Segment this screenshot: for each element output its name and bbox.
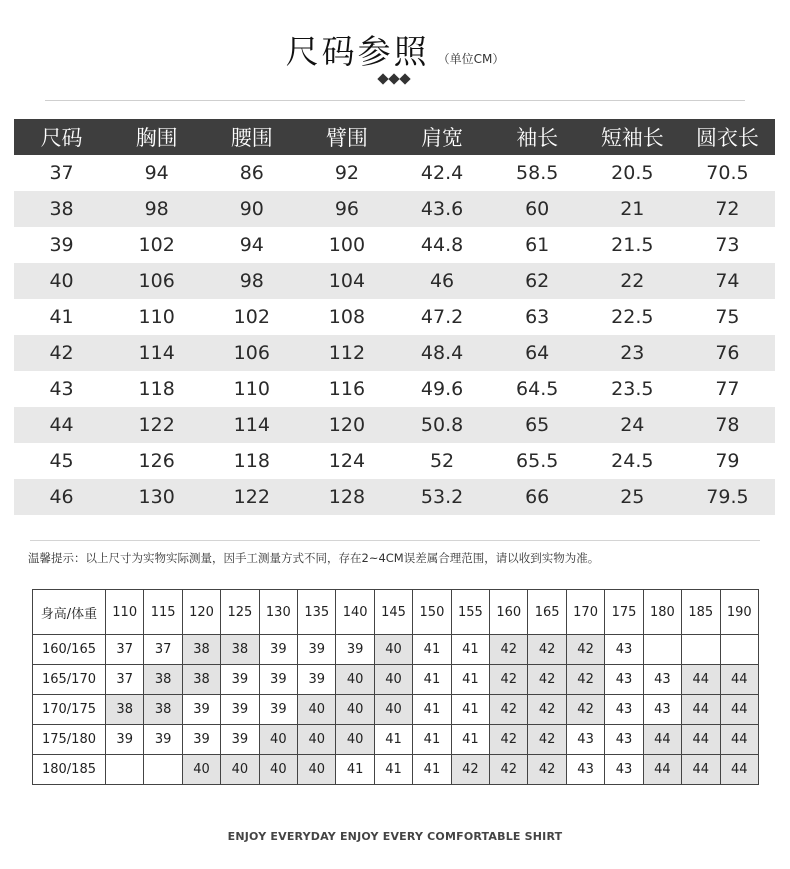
fit-size-cell: 44 [643, 725, 681, 755]
unit-note: （单位CM） [437, 52, 505, 66]
weight-header: 135 [298, 590, 336, 635]
divider [30, 540, 760, 541]
size-cell: 78 [680, 407, 775, 443]
fit-size-cell: 41 [451, 725, 489, 755]
fit-size-cell: 38 [144, 665, 182, 695]
fit-size-cell: 42 [451, 755, 489, 785]
size-row [14, 227, 775, 263]
fit-size-cell: 42 [566, 635, 604, 665]
fit-size-cell: 40 [336, 725, 374, 755]
fit-size-cell: 37 [144, 635, 182, 665]
size-cell: 74 [680, 263, 775, 299]
fit-size-cell: 42 [490, 635, 528, 665]
fit-row [33, 725, 759, 755]
size-cell: 45 [49, 450, 74, 472]
fit-size-cell: 39 [221, 665, 259, 695]
fit-size-cell: 38 [182, 665, 220, 695]
size-cell: 21.5 [611, 234, 654, 256]
fit-size-cell: 42 [490, 755, 528, 785]
size-chart-table [14, 119, 775, 515]
weight-header: 165 [528, 590, 566, 635]
fit-size-cell: 44 [682, 695, 720, 725]
fit-size-cell: 42 [490, 665, 528, 695]
size-cell: 66 [490, 479, 585, 515]
weight-header: 110 [106, 590, 144, 635]
weight-header: 120 [182, 590, 220, 635]
size-cell: 100 [328, 234, 366, 256]
size-row [14, 443, 775, 479]
size-cell: 102 [138, 234, 175, 256]
size-cell: 60 [490, 191, 585, 227]
size-cell: 106 [109, 263, 204, 299]
fit-size-cell: 39 [221, 695, 259, 725]
size-cell: 96 [299, 191, 394, 227]
size-cell: 65.5 [516, 450, 559, 472]
fit-size-cell: 39 [259, 695, 297, 725]
size-cell: 39 [49, 234, 74, 256]
fit-size-cell: 39 [336, 635, 374, 665]
size-cell: 114 [109, 335, 204, 371]
size-cell: 106 [204, 335, 299, 371]
size-cell: 102 [233, 306, 270, 328]
fit-size-cell: 40 [298, 695, 336, 725]
fit-size-cell: 40 [259, 755, 297, 785]
fit-size-cell: 38 [144, 695, 182, 725]
size-cell: 72 [680, 191, 775, 227]
measurement-tip: 温馨提示：以上尺寸为实物实际测量，因手工测量方式不同，存在2~4CM误差属合理范围，请以收到实物为准。 [28, 551, 600, 565]
size-row [14, 263, 775, 299]
size-column-header: 短袖长 [585, 119, 680, 155]
page-title: 尺码参照 [285, 32, 430, 71]
diamond-ornament-icon [377, 72, 413, 86]
weight-header: 130 [259, 590, 297, 635]
divider [45, 100, 745, 101]
fit-size-cell: 41 [413, 695, 451, 725]
fit-size-cell: 44 [682, 725, 720, 755]
size-cell: 126 [138, 450, 175, 472]
fit-size-cell [682, 635, 720, 665]
fit-size-cell: 43 [605, 695, 643, 725]
size-cell: 43.6 [395, 191, 490, 227]
size-column-header: 臂围 [299, 119, 394, 155]
fit-size-cell [106, 755, 144, 785]
fit-row [33, 755, 759, 785]
fit-size-cell: 39 [298, 635, 336, 665]
weight-header: 125 [221, 590, 259, 635]
size-cell: 98 [204, 263, 299, 299]
fit-size-cell: 41 [374, 755, 412, 785]
page-header [0, 26, 790, 73]
fit-size-cell: 39 [182, 695, 220, 725]
fit-size-cell: 43 [605, 755, 643, 785]
fit-size-cell: 42 [528, 725, 566, 755]
size-cell: 128 [299, 479, 394, 515]
fit-size-cell [720, 635, 759, 665]
fit-size-cell: 41 [336, 755, 374, 785]
fit-size-cell: 43 [605, 725, 643, 755]
fit-size-cell: 39 [144, 725, 182, 755]
size-cell: 114 [204, 407, 299, 443]
fit-size-cell: 41 [451, 635, 489, 665]
size-cell: 63 [525, 306, 550, 328]
size-chart-header-row [14, 119, 775, 155]
size-cell: 42.4 [420, 162, 464, 184]
fit-size-cell: 38 [106, 695, 144, 725]
height-label: 175/180 [33, 725, 106, 755]
size-cell: 53.2 [395, 479, 490, 515]
size-cell: 52 [429, 450, 455, 472]
size-cell: 24.5 [611, 450, 654, 472]
size-cell: 46 [395, 263, 490, 299]
fit-size-cell: 44 [720, 755, 759, 785]
size-cell: 65 [490, 407, 585, 443]
fit-guide-header-row [33, 590, 759, 635]
fit-size-cell: 40 [221, 755, 259, 785]
fit-size-cell: 40 [374, 635, 412, 665]
fit-size-cell: 39 [259, 635, 297, 665]
fit-size-cell: 44 [682, 665, 720, 695]
fit-row [33, 695, 759, 725]
size-row [14, 479, 775, 515]
fit-size-cell: 40 [298, 755, 336, 785]
fit-size-cell: 42 [528, 695, 566, 725]
fit-size-cell: 42 [528, 635, 566, 665]
weight-header: 170 [566, 590, 604, 635]
size-cell: 79 [715, 450, 740, 472]
weight-header: 185 [682, 590, 720, 635]
size-cell: 58.5 [516, 162, 559, 184]
fit-size-cell: 43 [566, 725, 604, 755]
size-cell: 90 [204, 191, 299, 227]
size-cell: 22.5 [611, 306, 654, 328]
fit-size-cell: 44 [720, 725, 759, 755]
fit-row [33, 665, 759, 695]
size-cell: 77 [715, 378, 740, 400]
size-cell: 75 [715, 306, 740, 328]
fit-size-cell: 37 [106, 635, 144, 665]
weight-header: 140 [336, 590, 374, 635]
size-row [14, 191, 775, 227]
size-cell: 46 [14, 479, 109, 515]
size-cell: 116 [328, 378, 366, 400]
size-cell: 22 [585, 263, 680, 299]
fit-size-cell: 41 [413, 725, 451, 755]
size-row [14, 335, 775, 371]
height-label: 160/165 [33, 635, 106, 665]
size-cell: 118 [138, 378, 175, 400]
fit-size-cell: 42 [566, 665, 604, 695]
size-column-header: 圆衣长 [680, 119, 775, 155]
fit-size-cell: 43 [643, 695, 681, 725]
size-cell: 110 [138, 306, 175, 328]
size-cell: 79.5 [680, 479, 775, 515]
size-cell: 98 [109, 191, 204, 227]
fit-size-cell: 39 [106, 725, 144, 755]
weight-header: 155 [451, 590, 489, 635]
size-cell: 44.8 [420, 234, 464, 256]
size-row [14, 407, 775, 443]
fit-size-cell: 41 [413, 755, 451, 785]
fit-row [33, 635, 759, 665]
fit-size-cell: 42 [490, 725, 528, 755]
fit-size-cell: 39 [221, 725, 259, 755]
size-column-header: 袖长 [490, 119, 585, 155]
fit-size-cell: 40 [374, 695, 412, 725]
size-cell: 120 [299, 407, 394, 443]
fit-size-cell: 39 [259, 665, 297, 695]
size-cell: 48.4 [395, 335, 490, 371]
size-column-header: 肩宽 [395, 119, 490, 155]
size-cell: 64.5 [516, 378, 559, 400]
size-cell: 92 [334, 162, 360, 184]
size-row [14, 371, 775, 407]
size-cell: 122 [109, 407, 204, 443]
weight-header: 180 [643, 590, 681, 635]
fit-size-cell: 39 [182, 725, 220, 755]
fit-size-cell: 41 [374, 725, 412, 755]
fit-size-cell: 41 [451, 665, 489, 695]
weight-header: 145 [374, 590, 412, 635]
size-cell: 38 [14, 191, 109, 227]
size-cell: 47.2 [420, 306, 464, 328]
size-cell: 73 [715, 234, 740, 256]
size-cell: 25 [585, 479, 680, 515]
fit-size-cell: 44 [682, 755, 720, 785]
fit-size-cell: 39 [298, 665, 336, 695]
fit-size-cell: 43 [643, 665, 681, 695]
size-cell: 41 [49, 306, 74, 328]
fit-size-cell: 43 [566, 755, 604, 785]
fit-size-cell: 41 [451, 695, 489, 725]
weight-header: 150 [413, 590, 451, 635]
height-label: 170/175 [33, 695, 106, 725]
size-cell: 108 [328, 306, 366, 328]
fit-size-cell: 43 [605, 665, 643, 695]
fit-size-cell: 43 [605, 635, 643, 665]
size-cell: 112 [299, 335, 394, 371]
size-cell: 49.6 [420, 378, 464, 400]
size-cell: 122 [204, 479, 299, 515]
fit-size-cell: 40 [336, 665, 374, 695]
size-row [14, 155, 775, 191]
fit-size-cell: 41 [413, 665, 451, 695]
size-cell: 43 [49, 378, 74, 400]
fit-size-cell: 37 [106, 665, 144, 695]
fit-size-cell: 40 [336, 695, 374, 725]
fit-size-cell: 42 [528, 755, 566, 785]
size-cell: 130 [109, 479, 204, 515]
size-cell: 110 [233, 378, 270, 400]
fit-size-cell: 40 [182, 755, 220, 785]
fit-size-cell: 42 [528, 665, 566, 695]
fit-size-cell [144, 755, 182, 785]
fit-size-cell: 40 [298, 725, 336, 755]
size-cell: 23.5 [611, 378, 654, 400]
fit-size-cell: 42 [566, 695, 604, 725]
weight-header: 160 [490, 590, 528, 635]
fit-size-cell: 40 [374, 665, 412, 695]
fit-size-cell: 44 [720, 665, 759, 695]
height-label: 165/170 [33, 665, 106, 695]
fit-guide-table [32, 589, 759, 785]
size-cell: 118 [233, 450, 270, 472]
size-cell: 94 [144, 162, 169, 184]
size-cell: 124 [328, 450, 366, 472]
size-cell: 70.5 [706, 162, 749, 184]
fit-corner-header: 身高/体重 [33, 590, 106, 635]
size-column-header: 胸围 [109, 119, 204, 155]
size-cell: 86 [239, 162, 264, 184]
size-cell: 94 [239, 234, 264, 256]
size-cell: 76 [680, 335, 775, 371]
fit-size-cell: 38 [221, 635, 259, 665]
weight-header: 115 [144, 590, 182, 635]
footer-slogan: ENJOY EVERYDAY ENJOY EVERY COMFORTABLE SHIRT [227, 830, 563, 843]
fit-size-cell: 41 [413, 635, 451, 665]
size-row [14, 299, 775, 335]
size-column-header: 尺码 [14, 119, 109, 155]
size-cell: 40 [14, 263, 109, 299]
height-label: 180/185 [33, 755, 106, 785]
fit-size-cell [643, 635, 681, 665]
fit-size-cell: 42 [490, 695, 528, 725]
size-column-header: 腰围 [204, 119, 299, 155]
size-cell: 64 [490, 335, 585, 371]
fit-size-cell: 40 [259, 725, 297, 755]
fit-size-cell: 44 [643, 755, 681, 785]
size-cell: 50.8 [395, 407, 490, 443]
size-cell: 62 [490, 263, 585, 299]
size-cell: 24 [585, 407, 680, 443]
fit-size-cell: 44 [720, 695, 759, 725]
size-cell: 42 [14, 335, 109, 371]
size-cell: 37 [49, 162, 74, 184]
size-cell: 104 [299, 263, 394, 299]
size-cell: 44 [14, 407, 109, 443]
weight-header: 175 [605, 590, 643, 635]
size-cell: 21 [585, 191, 680, 227]
weight-header: 190 [720, 590, 759, 635]
fit-size-cell: 38 [182, 635, 220, 665]
size-cell: 20.5 [611, 162, 654, 184]
size-cell: 23 [585, 335, 680, 371]
size-cell: 61 [525, 234, 550, 256]
